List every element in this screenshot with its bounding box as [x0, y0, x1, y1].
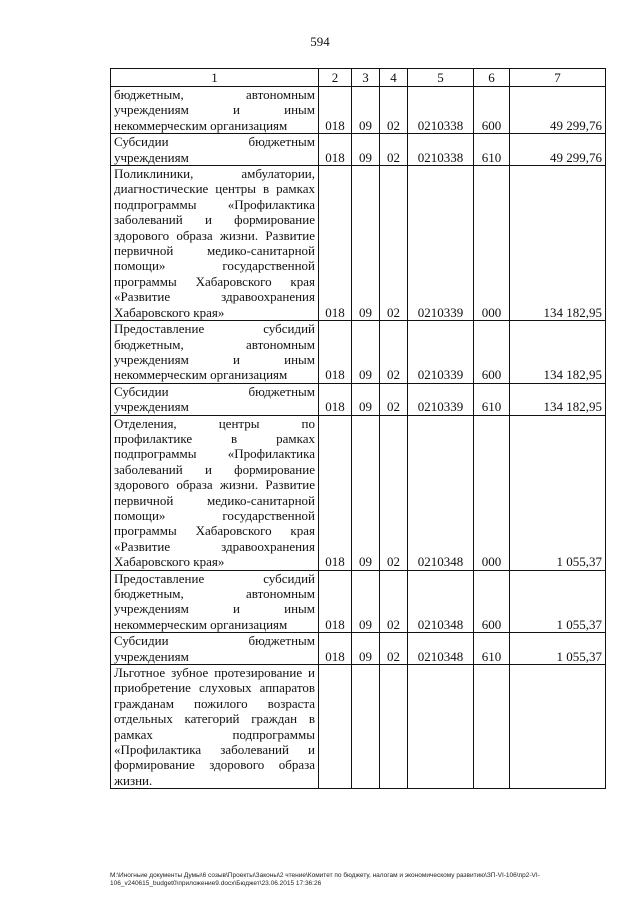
cell-ministry: 018 — [319, 415, 352, 570]
cell-subsection: 02 — [380, 383, 408, 415]
cell-ministry: 018 — [319, 87, 352, 134]
table-row — [111, 570, 606, 633]
cell-name: Субсидии бюджетным учреждениям — [111, 633, 319, 665]
cell-subsection: 02 — [380, 570, 408, 633]
cell-name: Предоставление субсидий бюджетным, автономным учреждениям и иным некоммерческим организациям — [111, 321, 319, 384]
cell-section: 09 — [352, 415, 380, 570]
cell-amount: 134 182,95 — [510, 383, 606, 415]
cell-subsection: 02 — [380, 87, 408, 134]
cell-name: Субсидии бюджетным учреждениям — [111, 383, 319, 415]
table-header-row — [111, 69, 606, 87]
cell-target — [408, 665, 474, 789]
cell-ministry: 018 — [319, 321, 352, 384]
cell-type: 610 — [474, 134, 510, 166]
cell-target: 0210339 — [408, 321, 474, 384]
cell-type: 600 — [474, 87, 510, 134]
column-header-amount: 7 — [510, 69, 606, 87]
cell-type: 000 — [474, 415, 510, 570]
cell-section: 09 — [352, 383, 380, 415]
document-footer-path: М:\Иногньие документы Думы\6 созыв\Проекты\Законы\2 чтение\Комитет по бюджету, налогам и экономическому развитию\ЗП-VI-106\пр2-VI-106_v240615_budget0\приложение9.docx\Бюджет\23.06.2015 17:36:26 — [110, 872, 540, 887]
cell-section: 09 — [352, 570, 380, 633]
cell-amount: 49 299,76 — [510, 87, 606, 134]
cell-target: 0210348 — [408, 633, 474, 665]
cell-name: Отделения, центры по профилактике в рамках подпрограммы «Профилактика заболеваний и формирование здорового образа жизни. Развитие первичной медико-санитарной помощи» государственной программы Хабаровского края «Развитие здравоохранения Хабаровского края» — [111, 415, 319, 570]
table-row — [111, 87, 606, 134]
cell-type — [474, 665, 510, 789]
cell-type: 600 — [474, 570, 510, 633]
cell-amount: 49 299,76 — [510, 134, 606, 166]
table-row — [111, 166, 606, 321]
cell-name: бюджетным, автономным учреждениям и иным некоммерческим организациям — [111, 87, 319, 134]
cell-ministry: 018 — [319, 570, 352, 633]
table-body — [111, 87, 606, 789]
cell-type: 000 — [474, 166, 510, 321]
cell-type: 610 — [474, 633, 510, 665]
cell-section: 09 — [352, 87, 380, 134]
cell-ministry: 018 — [319, 383, 352, 415]
table-row — [111, 633, 606, 665]
cell-amount: 134 182,95 — [510, 321, 606, 384]
page-number: 594 — [310, 34, 330, 49]
column-header-type: 6 — [474, 69, 510, 87]
table-row — [111, 134, 606, 166]
cell-target: 0210338 — [408, 134, 474, 166]
column-header-target: 5 — [408, 69, 474, 87]
table-row — [111, 321, 606, 384]
cell-section: 09 — [352, 166, 380, 321]
cell-amount: 1 055,37 — [510, 415, 606, 570]
cell-name: Предоставление субсидий бюджетным, автономным учреждениям и иным некоммерческим организациям — [111, 570, 319, 633]
cell-section: 09 — [352, 134, 380, 166]
cell-section — [352, 665, 380, 789]
cell-subsection — [380, 665, 408, 789]
cell-subsection: 02 — [380, 415, 408, 570]
cell-amount: 1 055,37 — [510, 570, 606, 633]
cell-target: 0210348 — [408, 570, 474, 633]
cell-subsection: 02 — [380, 134, 408, 166]
cell-amount: 134 182,95 — [510, 166, 606, 321]
cell-subsection: 02 — [380, 166, 408, 321]
cell-name: Субсидии бюджетным учреждениям — [111, 134, 319, 166]
cell-ministry: 018 — [319, 633, 352, 665]
column-header-name: 1 — [111, 69, 319, 87]
cell-subsection: 02 — [380, 321, 408, 384]
cell-amount — [510, 665, 606, 789]
cell-ministry — [319, 665, 352, 789]
cell-type: 610 — [474, 383, 510, 415]
cell-section: 09 — [352, 321, 380, 384]
cell-name: Поликлиники, амбулатории, диагностические центры в рамках подпрограммы «Профилактика заболеваний и формирование здорового образа жизни. Развитие первичной медико-санитарной помощи» государственной программы Хабаровского края «Развитие здравоохранения Хабаровского края» — [111, 166, 319, 321]
cell-ministry: 018 — [319, 166, 352, 321]
cell-target: 0210339 — [408, 166, 474, 321]
cell-name: Льготное зубное протезирование и приобретение слуховых аппаратов гражданам пожилого возраста отдельных категорий граждан в рамках подпрограммы «Профилактика заболеваний и формирование здорового образа жизни. — [111, 665, 319, 789]
column-header-ministry: 2 — [319, 69, 352, 87]
cell-target: 0210338 — [408, 87, 474, 134]
cell-type: 600 — [474, 321, 510, 384]
table-row — [111, 665, 606, 789]
column-header-section: 3 — [352, 69, 380, 87]
budget-table — [110, 68, 606, 789]
column-header-subsection: 4 — [380, 69, 408, 87]
table-row — [111, 415, 606, 570]
cell-amount: 1 055,37 — [510, 633, 606, 665]
cell-section: 09 — [352, 633, 380, 665]
cell-ministry: 018 — [319, 134, 352, 166]
cell-target: 0210339 — [408, 383, 474, 415]
table-row — [111, 383, 606, 415]
cell-target: 0210348 — [408, 415, 474, 570]
cell-subsection: 02 — [380, 633, 408, 665]
